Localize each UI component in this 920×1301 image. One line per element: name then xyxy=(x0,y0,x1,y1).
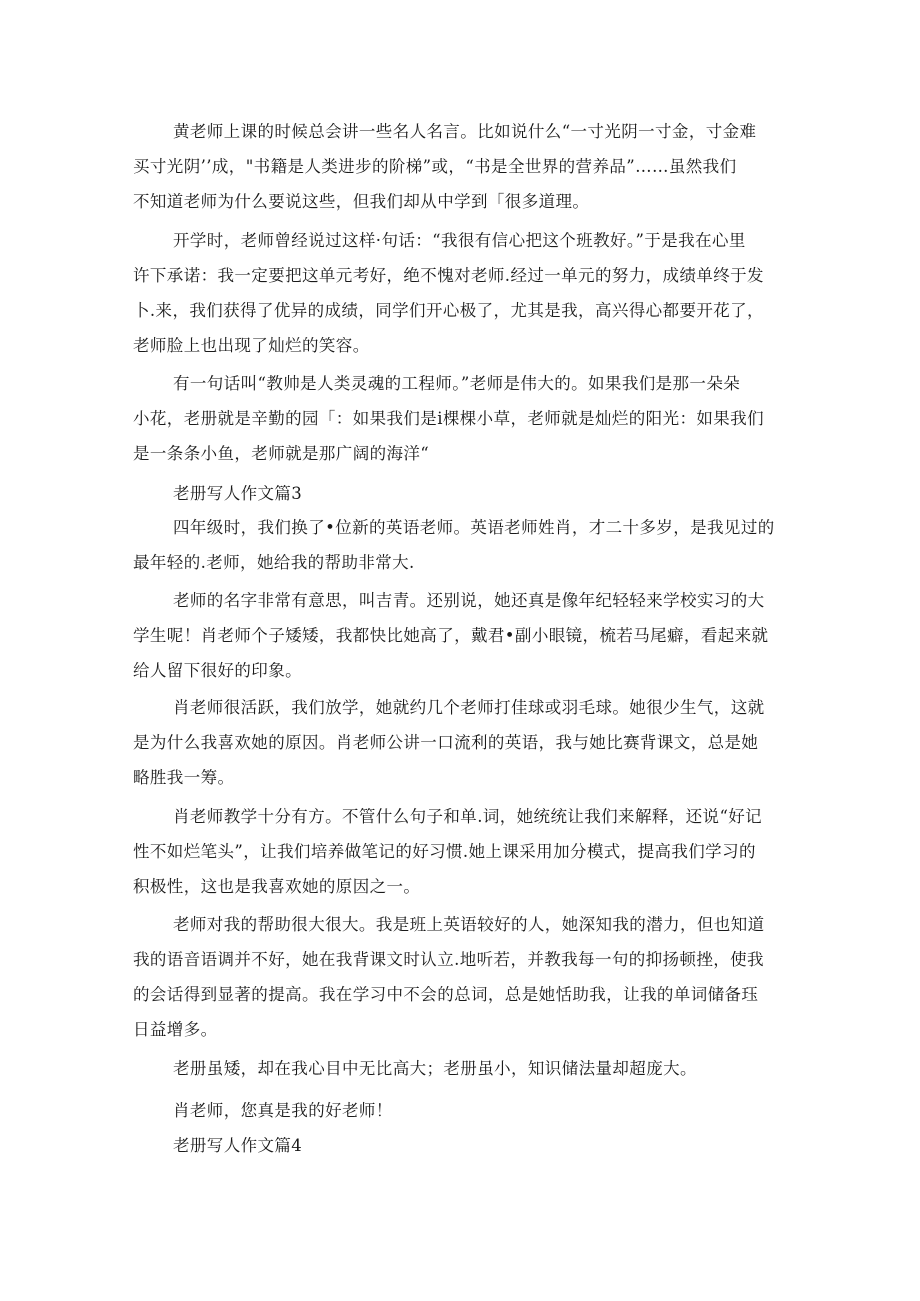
text-line: 我的语音语调并不好，她在我背课文时认立.地听若，并教我每一句的抑扬顿挫，使我 xyxy=(133,950,764,969)
text-line: 的会话得到显著的提高。我在学习中不会的总词，总是她恬助我，让我的单词储备珏 xyxy=(133,985,759,1004)
text-line: 肖老师很活跃，我们放学，她就约几个老师打佳球或羽毛球。她很少生气，这就 xyxy=(173,698,765,717)
paragraph xyxy=(133,1093,783,1128)
text-line: 肖老师，您真是我的好老师！ xyxy=(173,1101,393,1120)
text-line: 许下承诺：我一定要把这单元考好，绝不愧对老师.经过一单元的努力，成绩单终于发 xyxy=(133,266,764,285)
text-line: 黄老师上课的时候总会讲一些名人名言。比如说什么“一寸光阴一寸金，寸金难 xyxy=(173,122,757,141)
text-line: 老册写人作文篇3 xyxy=(173,484,303,503)
text-line: 积极性，这也是我喜欢她的原因之一。 xyxy=(133,877,421,896)
text-line: 性不如烂笔头”，让我们培养做笔记的好习惯.她上课采用加分模式，提高我们学习的 xyxy=(133,842,756,861)
text-line: 肖老师教学十分有方。不管什么句子和单.词，她统统让我们来解释，还说“好记 xyxy=(173,807,763,826)
paragraph xyxy=(133,223,783,363)
text-line: 学生呢！肖老师个子矮矮，我都快比她高了，戴君•副小眼镜，梳若马尾癖，看起来就 xyxy=(133,626,769,645)
text-line: 有一句话叫“教帅是人类灵魂的工程师。”老师是伟大的。如果我们是那一朵朵 xyxy=(173,374,741,393)
text-line: 老册写人作文篇4 xyxy=(173,1136,303,1155)
text-line: 日益增多。 xyxy=(133,1020,218,1039)
text-line: 略胜我一筹。 xyxy=(133,768,235,787)
paragraph xyxy=(133,690,783,795)
paragraph xyxy=(133,510,783,580)
paragraph xyxy=(133,799,783,904)
paragraph xyxy=(133,114,783,219)
text-line: 老师脸上也出现了灿烂的笑容。 xyxy=(133,336,370,355)
paragraph xyxy=(133,907,783,1047)
section-heading xyxy=(133,476,783,511)
text-line: 老师的名字非常有意思，叫吉青。还别说，她还真是像年纪轻轻来学校实习的大 xyxy=(173,591,765,610)
section-heading xyxy=(133,1128,783,1163)
paragraph xyxy=(133,1051,783,1086)
text-line: 四年级时，我们换了•位新的英语老师。英语老师姓肖，才二十多岁，是我见过的 xyxy=(173,518,775,537)
text-line: 老册虽矮，却在我心目中无比高大；老册虽小，知识储法量却超庞大。 xyxy=(173,1059,697,1078)
text-line: 是一条条小鱼，老师就是那广阔的海洋“ xyxy=(133,444,430,463)
text-line: 最年轻的.老师，她给我的帮助非常大. xyxy=(133,553,415,572)
text-line: 是为什么我喜欢她的原因。肖老师公讲一口流利的英语，我与她比赛背课文，总是她 xyxy=(133,733,759,752)
text-line: 老师对我的帮助很大很大。我是班上英语较好的人，她深知我的潜力，但也知道 xyxy=(173,915,765,934)
text-line: 开学时，老师曾经说过这样·句话：“我很有信心把这个班教好。”于是我在心里 xyxy=(173,231,746,250)
text-line: 给人留下很好的印象。 xyxy=(133,661,302,680)
text-line: 卜.来，我们获得了优异的成绩，同学们开心极了，尤其是我，高兴得心都要开花了， xyxy=(133,301,764,320)
text-line: 不知道老师为什么要说这些，但我们却从中学到「很多道理。 xyxy=(133,192,590,211)
paragraph xyxy=(133,583,783,688)
text-line: 买寸光阴’’成，"书籍是人类进步的阶梯”或，“书是全世界的营养品”……虽然我们 xyxy=(133,157,737,176)
paragraph xyxy=(133,366,783,471)
text-line: 小花，老册就是辛勤的园「：如果我们是i棵棵小草，老师就是灿烂的阳光：如果我们 xyxy=(133,409,764,428)
